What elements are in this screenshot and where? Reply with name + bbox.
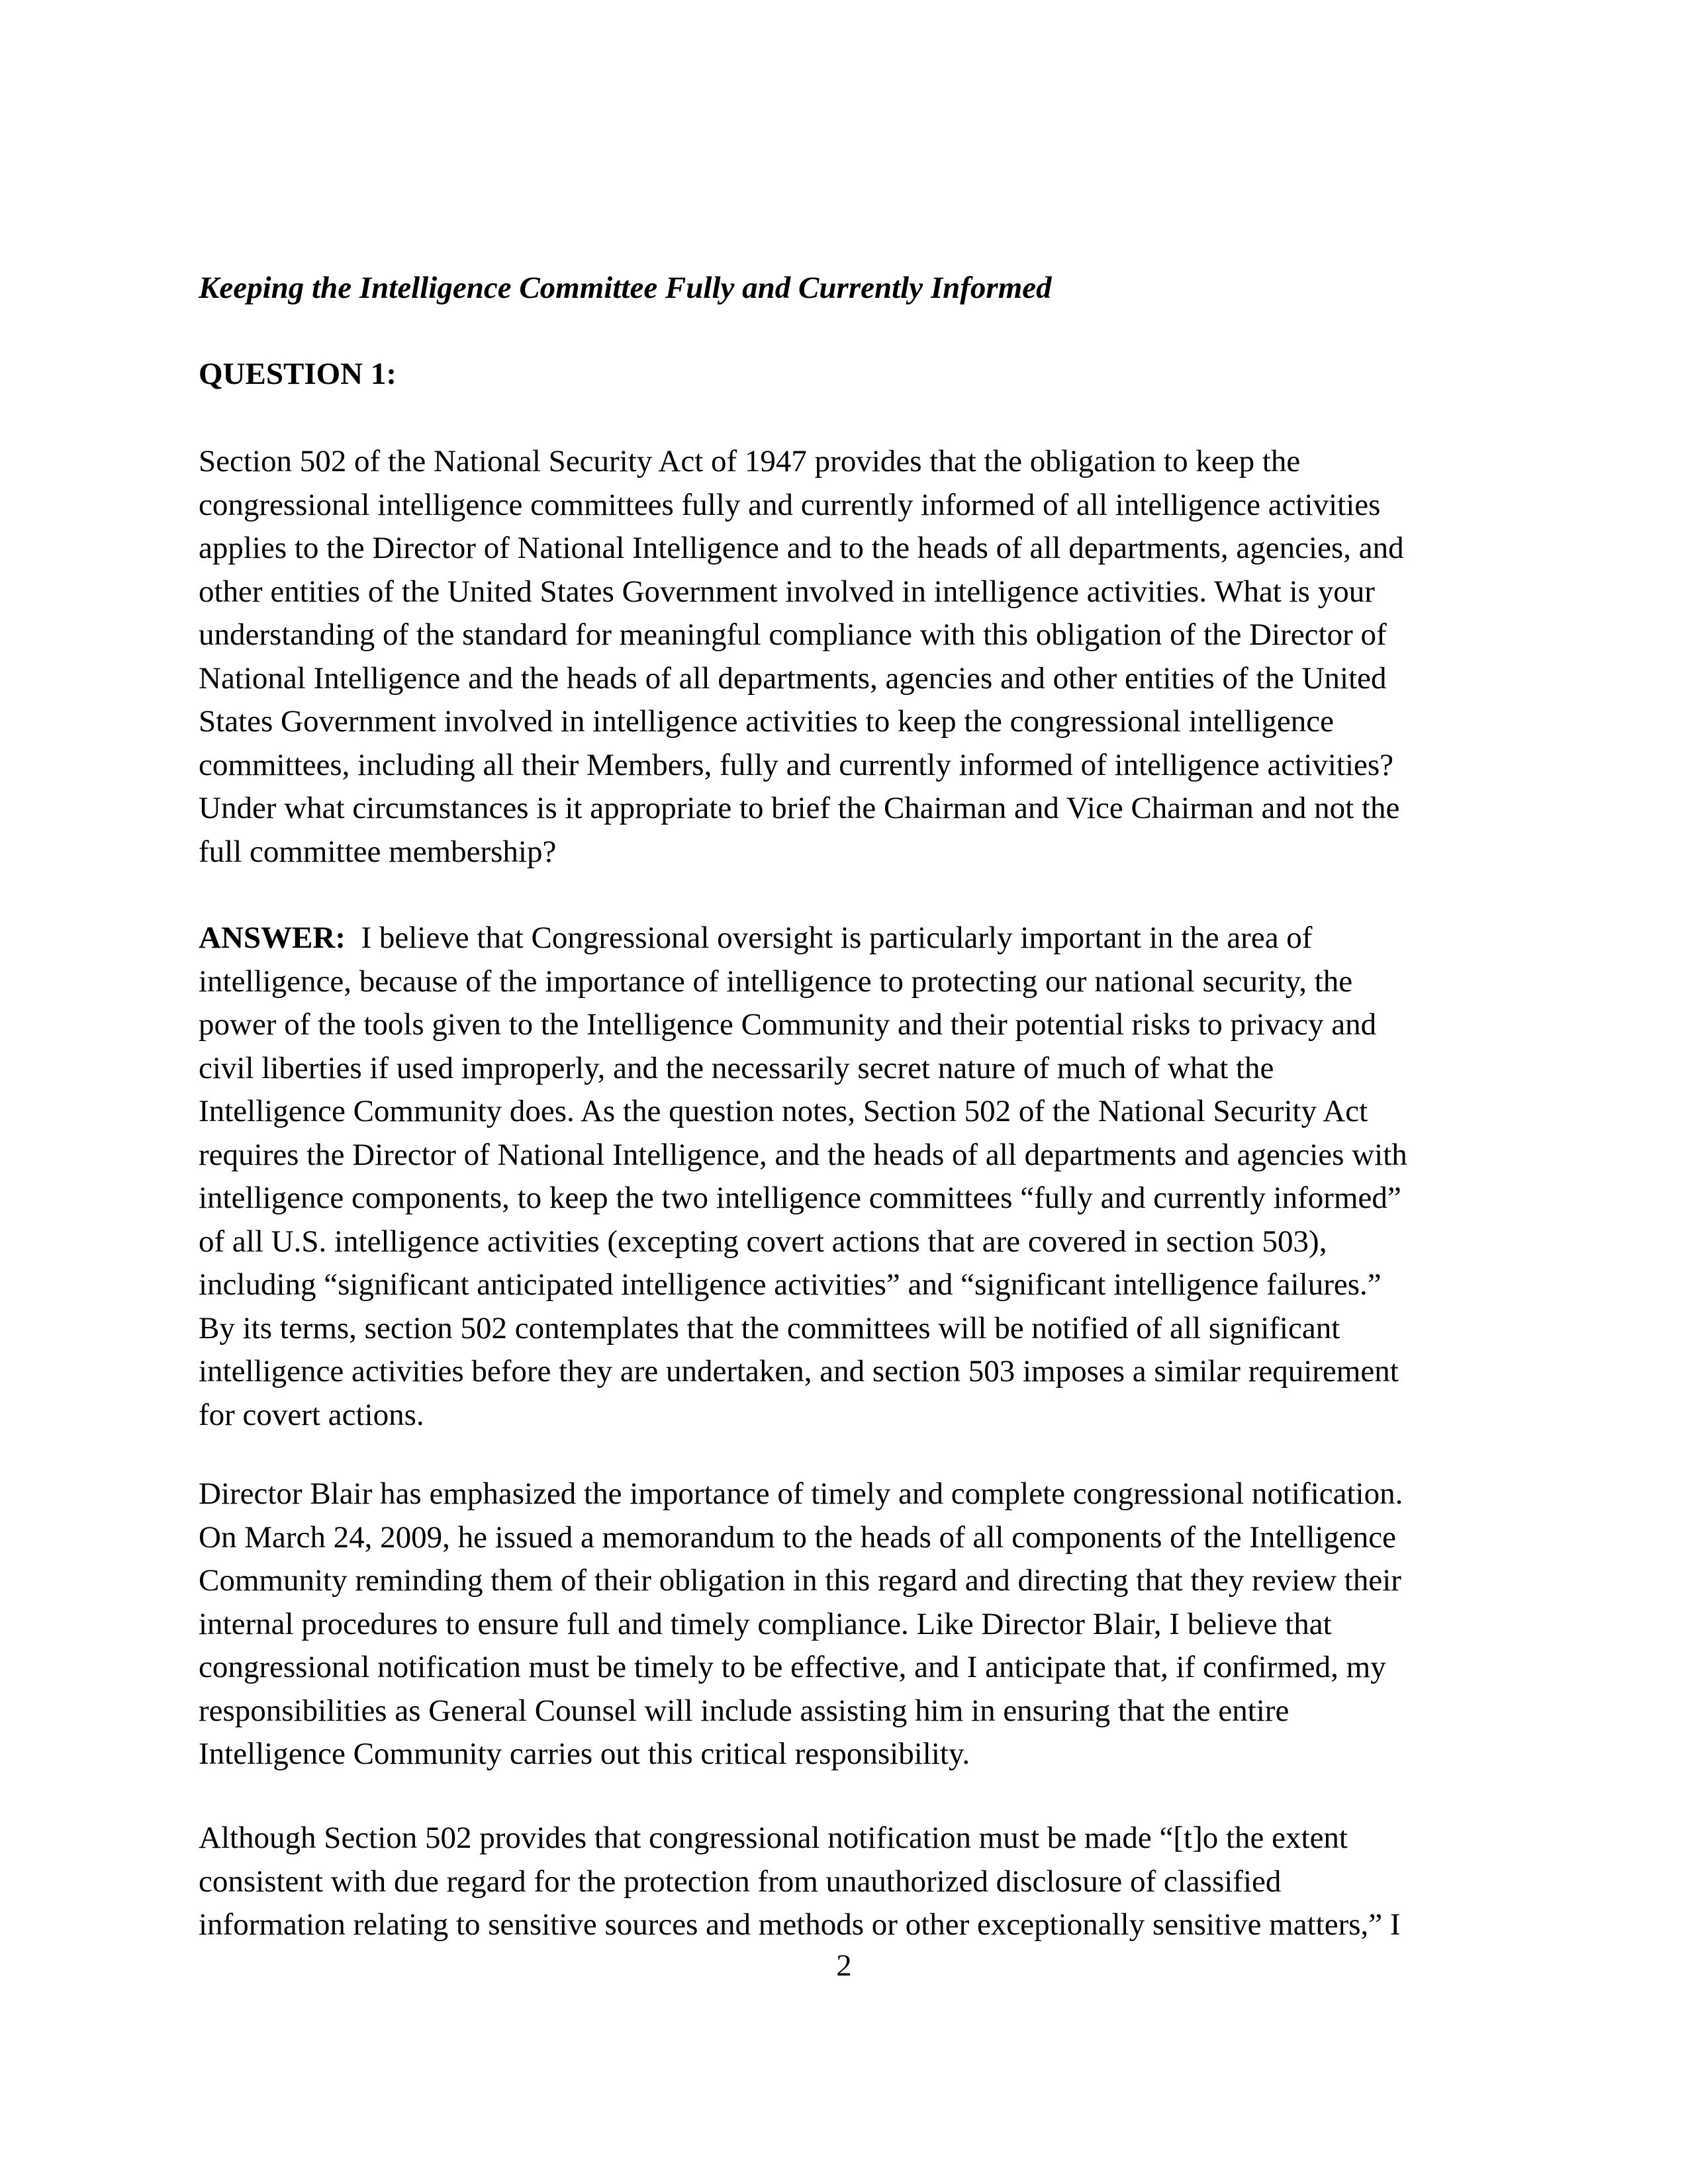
question-line: Section 502 of the National Security Act of 1947 provides that the obligation to keep the [199,444,1301,478]
answer-line: internal procedures to ensure full and timely compliance. Like Director Blair, I believe that [199,1606,1332,1641]
answer-line: On March 24, 2009, he issued a memorandum to the heads of all components of the Intelligence [199,1520,1397,1555]
page-number: 2 [836,1948,852,1983]
answer-line: Intelligence Community carries out this critical responsibility. [199,1737,970,1771]
answer-line: consistent with due regard for the protection from unauthorized disclosure of classified [199,1864,1282,1899]
answer-line: civil liberties if used improperly, and the necessarily secret nature of much of what the [199,1050,1274,1085]
question-line: full committee membership? [199,834,557,869]
answer-line: for covert actions. [199,1397,424,1432]
answer-first-line [199,917,1496,960]
answer-paragraph-1 [199,917,1496,1437]
answer-line: responsibilities as General Counsel will include assisting him in ensuring that the entire [199,1693,1289,1728]
question-paragraph [199,440,1496,874]
answer-line: intelligence activities before they are undertaken, and section 503 imposes a similar requirement [199,1354,1399,1388]
question-label: QUESTION 1: [199,357,397,391]
answer-line: Although Section 502 provides that congressional notification must be made “[t]o the extent [199,1821,1348,1855]
question-line: Under what circumstances is it appropriate to brief the Chairman and Vice Chairman and not the [199,791,1400,825]
answer-line: congressional notification must be timely to be effective, and I anticipate that, if confirmed, my [199,1650,1386,1684]
answer-line: By its terms, section 502 contemplates that the committees will be notified of all significant [199,1310,1340,1345]
answer-line: requires the Director of National Intelligence, and the heads of all departments and agencies with [199,1137,1407,1172]
answer-line: Director Blair has emphasized the importance of timely and complete congressional notification. [199,1477,1403,1511]
question-line: congressional intelligence committees fully and currently informed of all intelligence activities [199,487,1381,522]
question-line: States Government involved in intelligence activities to keep the congressional intelligence [199,704,1334,739]
question-line: understanding of the standard for meaningful compliance with this obligation of the Director of [199,617,1387,652]
question-line: committees, including all their Members, fully and currently informed of intelligence activities? [199,747,1394,782]
question-line: National Intelligence and the heads of all departments, agencies and other entities of the United [199,660,1387,696]
answer-line: of all U.S. intelligence activities (excepting covert actions that are covered in section 503), [199,1224,1327,1259]
answer-line: information relating to sensitive sources and methods or other exceptionally sensitive matters,” I [199,1907,1401,1942]
question-line: applies to the Director of National Intelligence and to the heads of all departments, agencies, and [199,531,1404,565]
answer-first-line-text: I believe that Congressional oversight is particularly important in the area of [345,921,1313,955]
answer-line: Community reminding them of their obligation in this regard and directing that they review their [199,1563,1401,1598]
question-line: other entities of the United States Government involved in intelligence activities. What is your [199,574,1375,609]
answer-label: ANSWER: [199,921,346,955]
section-heading: Keeping the Intelligence Committee Fully and Currently Informed [199,271,1052,305]
answer-line: Intelligence Community does. As the question notes, Section 502 of the National Security Act [199,1094,1368,1128]
answer-line: including “significant anticipated intelligence activities” and “significant intelligence failures.” [199,1267,1382,1302]
answer-paragraph-3 [199,1817,1496,1947]
answer-line: intelligence, because of the importance of intelligence to protecting our national security, the [199,964,1353,999]
answer-paragraph-2 [199,1473,1496,1776]
answer-line: power of the tools given to the Intelligence Community and their potential risks to privacy and [199,1007,1377,1042]
answer-line: intelligence components, to keep the two intelligence committees “fully and currently informed” [199,1181,1401,1215]
